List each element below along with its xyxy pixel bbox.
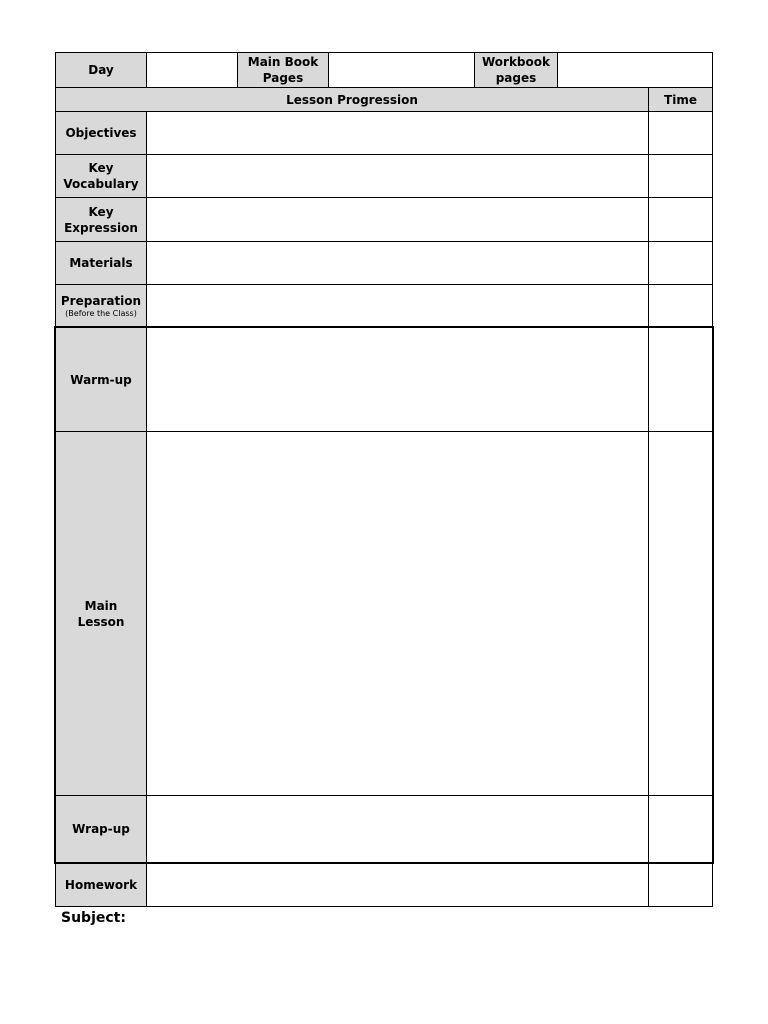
key-vocabulary-label: [55, 154, 147, 198]
key-vocabulary-field[interactable]: [146, 154, 649, 198]
main-book-label-line2: Pages: [262, 71, 304, 85]
materials-label: [55, 241, 147, 285]
day-label-text: Day: [88, 63, 114, 77]
wrap-up-text: Wrap-up: [72, 822, 130, 836]
workbook-label-line1: Workbook: [481, 55, 550, 69]
main-lesson-label: [55, 431, 147, 796]
warm-up-field[interactable]: [146, 327, 649, 432]
subject-label: Subject:: [61, 910, 126, 926]
materials-field[interactable]: [146, 241, 649, 285]
workbook-pages-field[interactable]: [557, 52, 713, 88]
key-expression-label: [55, 197, 147, 242]
homework-field[interactable]: [146, 862, 649, 907]
day-label: [55, 52, 147, 88]
preparation-label: [55, 284, 147, 328]
warm-up-label: [55, 327, 147, 432]
key-vocabulary-line1: Key: [88, 161, 114, 175]
key-expression-field[interactable]: [146, 197, 649, 242]
preparation-field[interactable]: [146, 284, 649, 328]
time-header: [648, 87, 713, 112]
main-lesson-time-field[interactable]: [648, 431, 713, 796]
main-lesson-field[interactable]: [146, 431, 649, 796]
materials-text: Materials: [69, 256, 133, 270]
warm-up-text: Warm-up: [70, 372, 132, 387]
lesson-progression-header: [55, 87, 649, 112]
wrap-up-field[interactable]: [146, 795, 649, 863]
main-lesson-line1: Main: [84, 598, 118, 613]
key-expression-line1: Key: [88, 204, 114, 219]
key-expression-line2: Expression: [64, 220, 138, 235]
key-expression-time-field[interactable]: [648, 197, 713, 242]
main-book-pages-label: [237, 52, 329, 88]
key-vocabulary-line2: Vocabulary: [63, 177, 139, 191]
homework-label: [55, 862, 147, 907]
lesson-progression-text: Lesson Progression: [286, 92, 418, 107]
homework-text: Homework: [64, 877, 138, 892]
main-book-label-line1: Main Book: [247, 55, 319, 69]
warm-up-time-field[interactable]: [648, 327, 713, 432]
workbook-label-line2: pages: [495, 71, 537, 85]
materials-time-field[interactable]: [648, 241, 713, 285]
homework-time-field[interactable]: [648, 862, 713, 907]
day-field[interactable]: [146, 52, 238, 88]
objectives-field[interactable]: [146, 111, 649, 155]
preparation-note: (Before the Class): [65, 309, 137, 318]
preparation-text: Preparation: [60, 294, 142, 308]
workbook-pages-label: [474, 52, 558, 88]
objectives-label: [55, 111, 147, 155]
main-lesson-line2: Lesson: [77, 614, 125, 629]
objectives-time-field[interactable]: [648, 111, 713, 155]
main-book-pages-field[interactable]: [328, 52, 475, 88]
objectives-text: Objectives: [65, 126, 137, 140]
wrap-up-label: [55, 795, 147, 863]
preparation-time-field[interactable]: [648, 284, 713, 328]
wrap-up-time-field[interactable]: [648, 795, 713, 863]
key-vocabulary-time-field[interactable]: [648, 154, 713, 198]
time-header-text: Time: [664, 92, 697, 107]
